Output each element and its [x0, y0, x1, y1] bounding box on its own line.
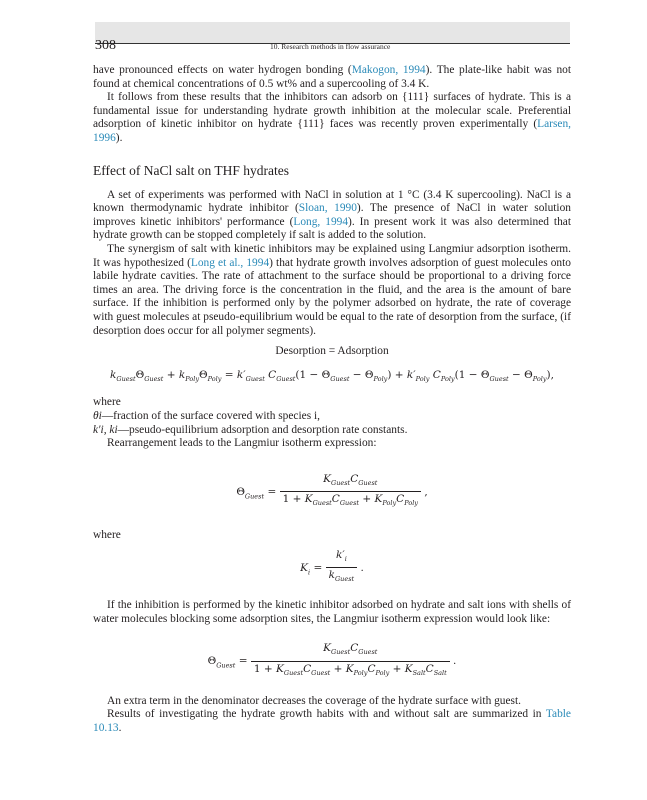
paragraph: An extra term in the denominator decreases the coverage of the hydrate surface with guest. — [107, 694, 522, 707]
section-heading: Effect of NaCl salt on THF hydrates — [93, 162, 289, 178]
definition — [93, 410, 571, 424]
text: ). In present work it was also determined that hydrate growth can be stopped completely if salt is added to the solution. — [93, 215, 572, 242]
text: ). The plate-like habit was not found at chemical concentrations of 0.5 wt% and a supercooling of 3.4 K. — [93, 64, 572, 90]
table-link[interactable]: Table 10.13 — [93, 708, 571, 734]
where-label: where — [93, 396, 121, 409]
text: Results of investigating the hydrate growth habits with and without salt are summarized in — [107, 708, 546, 721]
text: have pronounced effects on water hydrogen bonding ( — [93, 64, 352, 76]
paragraph: If the inhibition is performed by the kinetic inhibitor adsorbed on hydrate and salt ions with shells of water molecules blocking some adsorption sites, the Langmiur isotherm expression would look like: — [93, 599, 571, 625]
equation-k-definition: $K_i$ = $\frac{k'_i}{k_{Guest}}$ . — [300, 548, 364, 584]
text: A set of experiments was performed with NaCl in solution at 1 °C (3.4 K supercooling). NaCl is a known thermodynamic hydrate inhibitor ( — [93, 188, 571, 215]
paragraph: Rearrangement leads to the Langmiur isotherm expression: — [107, 437, 377, 450]
paragraph — [93, 243, 571, 338]
where-label: where — [93, 529, 121, 542]
page-number: 308 — [95, 38, 116, 53]
running-head: 10. Research methods in flow assurance — [270, 42, 391, 51]
citation-link[interactable]: Long et al., 1994 — [190, 256, 270, 269]
definition — [93, 424, 571, 438]
paragraph — [93, 64, 571, 91]
text: ). — [115, 131, 123, 144]
symbol: θi — [93, 409, 102, 422]
equation-langmuir-salt: $\Theta_{Guest}$ = $\frac{K_{Guest}C_{Guest}}{1 + K_{Guest}C_{Guest} + K_{Poly}C_{Poly} + K_{Salt}C_{Salt}}$ . — [207, 642, 457, 678]
text: ). The presence of NaCl in water solution improves kinetic inhibitors' performance ( — [93, 202, 571, 228]
paragraph — [93, 708, 571, 735]
text: —fraction of the surface covered with species i, — [101, 409, 320, 422]
text: It follows from these results that the inhibitors can adsorb on {111} surfaces of hydrate. This is a fundamental issue for understanding hydrate growth inhibition at the molecular scale. Preferential adsorption of kinetic inhibitor on hydrate {111} faces was recently proven experimentally ( — [93, 91, 571, 131]
page-body — [93, 64, 571, 735]
citation-link[interactable]: Long, 1994 — [293, 215, 349, 228]
text: —pseudo-equilibrium adsorption and desorption rate constants. — [117, 423, 408, 436]
equation-langmuir: $\Theta_{Guest}$ = $\frac{K_{Guest}C_{Guest}}{1 + K_{Guest}C_{Guest} + K_{Poly}C_{Poly}}$ , — [236, 472, 428, 508]
equation-rate-balance: $k_{Guest}\Theta_{Guest} + k_{Poly}\Theta_{Poly} = k'_{Guest}$ $C_{Guest}(1 - \Theta_{Guest} - \Theta_{Poly}) + k'_{Poly}$ $C_{Poly}(1 - \Theta_{Guest} - \Theta_{Poly})$, — [110, 368, 554, 383]
citation-link[interactable]: Makogon, 1994 — [351, 64, 426, 76]
text: The synergism of salt with kinetic inhibitors may be explained using Langmiur adsorption isotherm. It was hypothesized ( — [93, 242, 571, 269]
paragraph — [93, 91, 571, 145]
text: . — [118, 721, 122, 734]
citation-link[interactable]: Larsen, 1996 — [93, 118, 571, 144]
paragraph — [93, 189, 571, 243]
citation-link[interactable]: Sloan, 1990 — [298, 202, 357, 215]
symbol: k′i, ki — [93, 423, 118, 436]
text: ) that hydrate growth involves adsorption of guest molecules onto labile hydrate cavities. The rate of attachment to the surface should be proportional to a driving force times an area. The driving force is the concentration in the fluid, and the area is the amount of bare surface. If the inhibition is performed only by the polymer adsorbed on hydrate, the rate of coverage with guest molecules at pseudo-equilibrium would be equal to the rate of desorption from the surface, (if desorption does occur for all polymer segments). — [93, 256, 571, 337]
equation-title: Desorption = Adsorption — [275, 345, 389, 358]
header-bar — [95, 22, 570, 44]
